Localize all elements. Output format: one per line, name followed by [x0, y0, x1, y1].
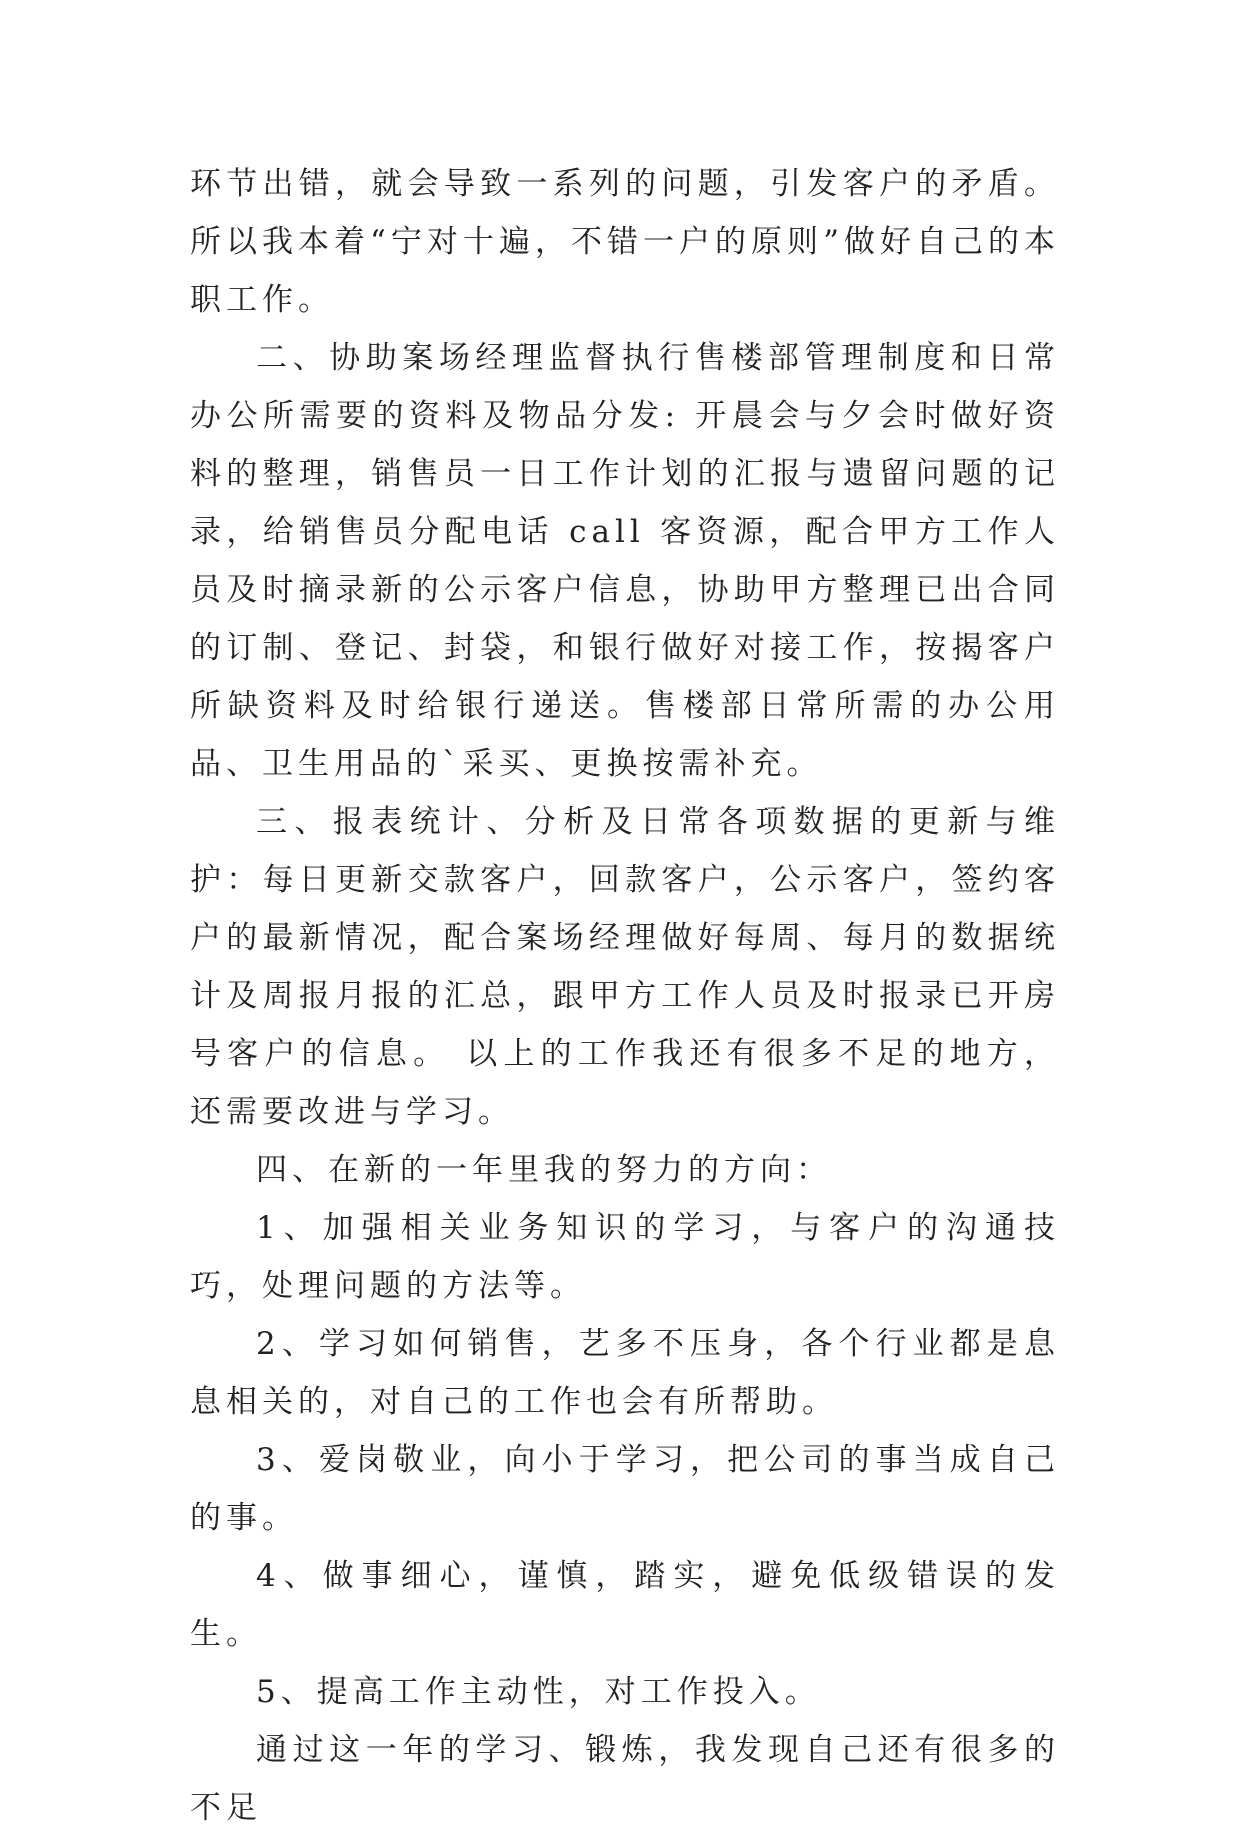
document-body — [190, 155, 1060, 1837]
list-item-3: 3、爱岗敬业，向小于学习，把公司的事当成自己的事。 — [190, 1442, 1060, 1536]
paragraph-continued-intro: 环节出错，就会导致一系列的问题，引发客户的矛盾。所以我本着“宁对十遍，不错一户的原则”做好自己的本职工作。 — [190, 166, 1060, 318]
paragraph-closing: 通过这一年的学习、锻炼，我发现自己还有很多的不足 — [190, 1732, 1060, 1826]
paragraph-section-three: 三、报表统计、分析及日常各项数据的更新与维护：每日更新交款客户，回款客户，公示客户，签约客户的最新情况，配合案场经理做好每周、每月的数据统计及周报月报的汇总，跟甲方工作人员及时报录已开房号客户的信息。 以上的工作我还有很多不足的地方，还需要改进与学习。 — [190, 804, 1060, 1130]
paragraph-section-two: 二、协助案场经理监督执行售楼部管理制度和日常办公所需要的资料及物品分发: 开晨会与夕会时做好资料的整理，销售员一日工作计划的汇报与遗留问题的记录，给销售员分配电话 call 客资源，配合甲方工作人员及时摘录新的公示客户信息，协助甲方整理已出合同的订制、登记、封袋，和银行做好对接工作，按揭客户所缺资料及时给银行递送。售楼部日常所需的办公用品、卫生用品的`采买、更换按需补充。 — [190, 340, 1060, 782]
list-item-2: 2、学习如何销售，艺多不压身，各个行业都是息息相关的，对自己的工作也会有所帮助。 — [190, 1326, 1060, 1420]
list-item-1: 1、加强相关业务知识的学习，与客户的沟通技巧，处理问题的方法等。 — [190, 1210, 1060, 1304]
list-item-4: 4、做事细心，谨慎，踏实，避免低级错误的发生。 — [190, 1558, 1060, 1652]
list-item-5: 5、提高工作主动性，对工作投入。 — [256, 1674, 821, 1710]
paragraph-section-four-heading: 四、在新的一年里我的努力的方向： — [256, 1152, 832, 1188]
